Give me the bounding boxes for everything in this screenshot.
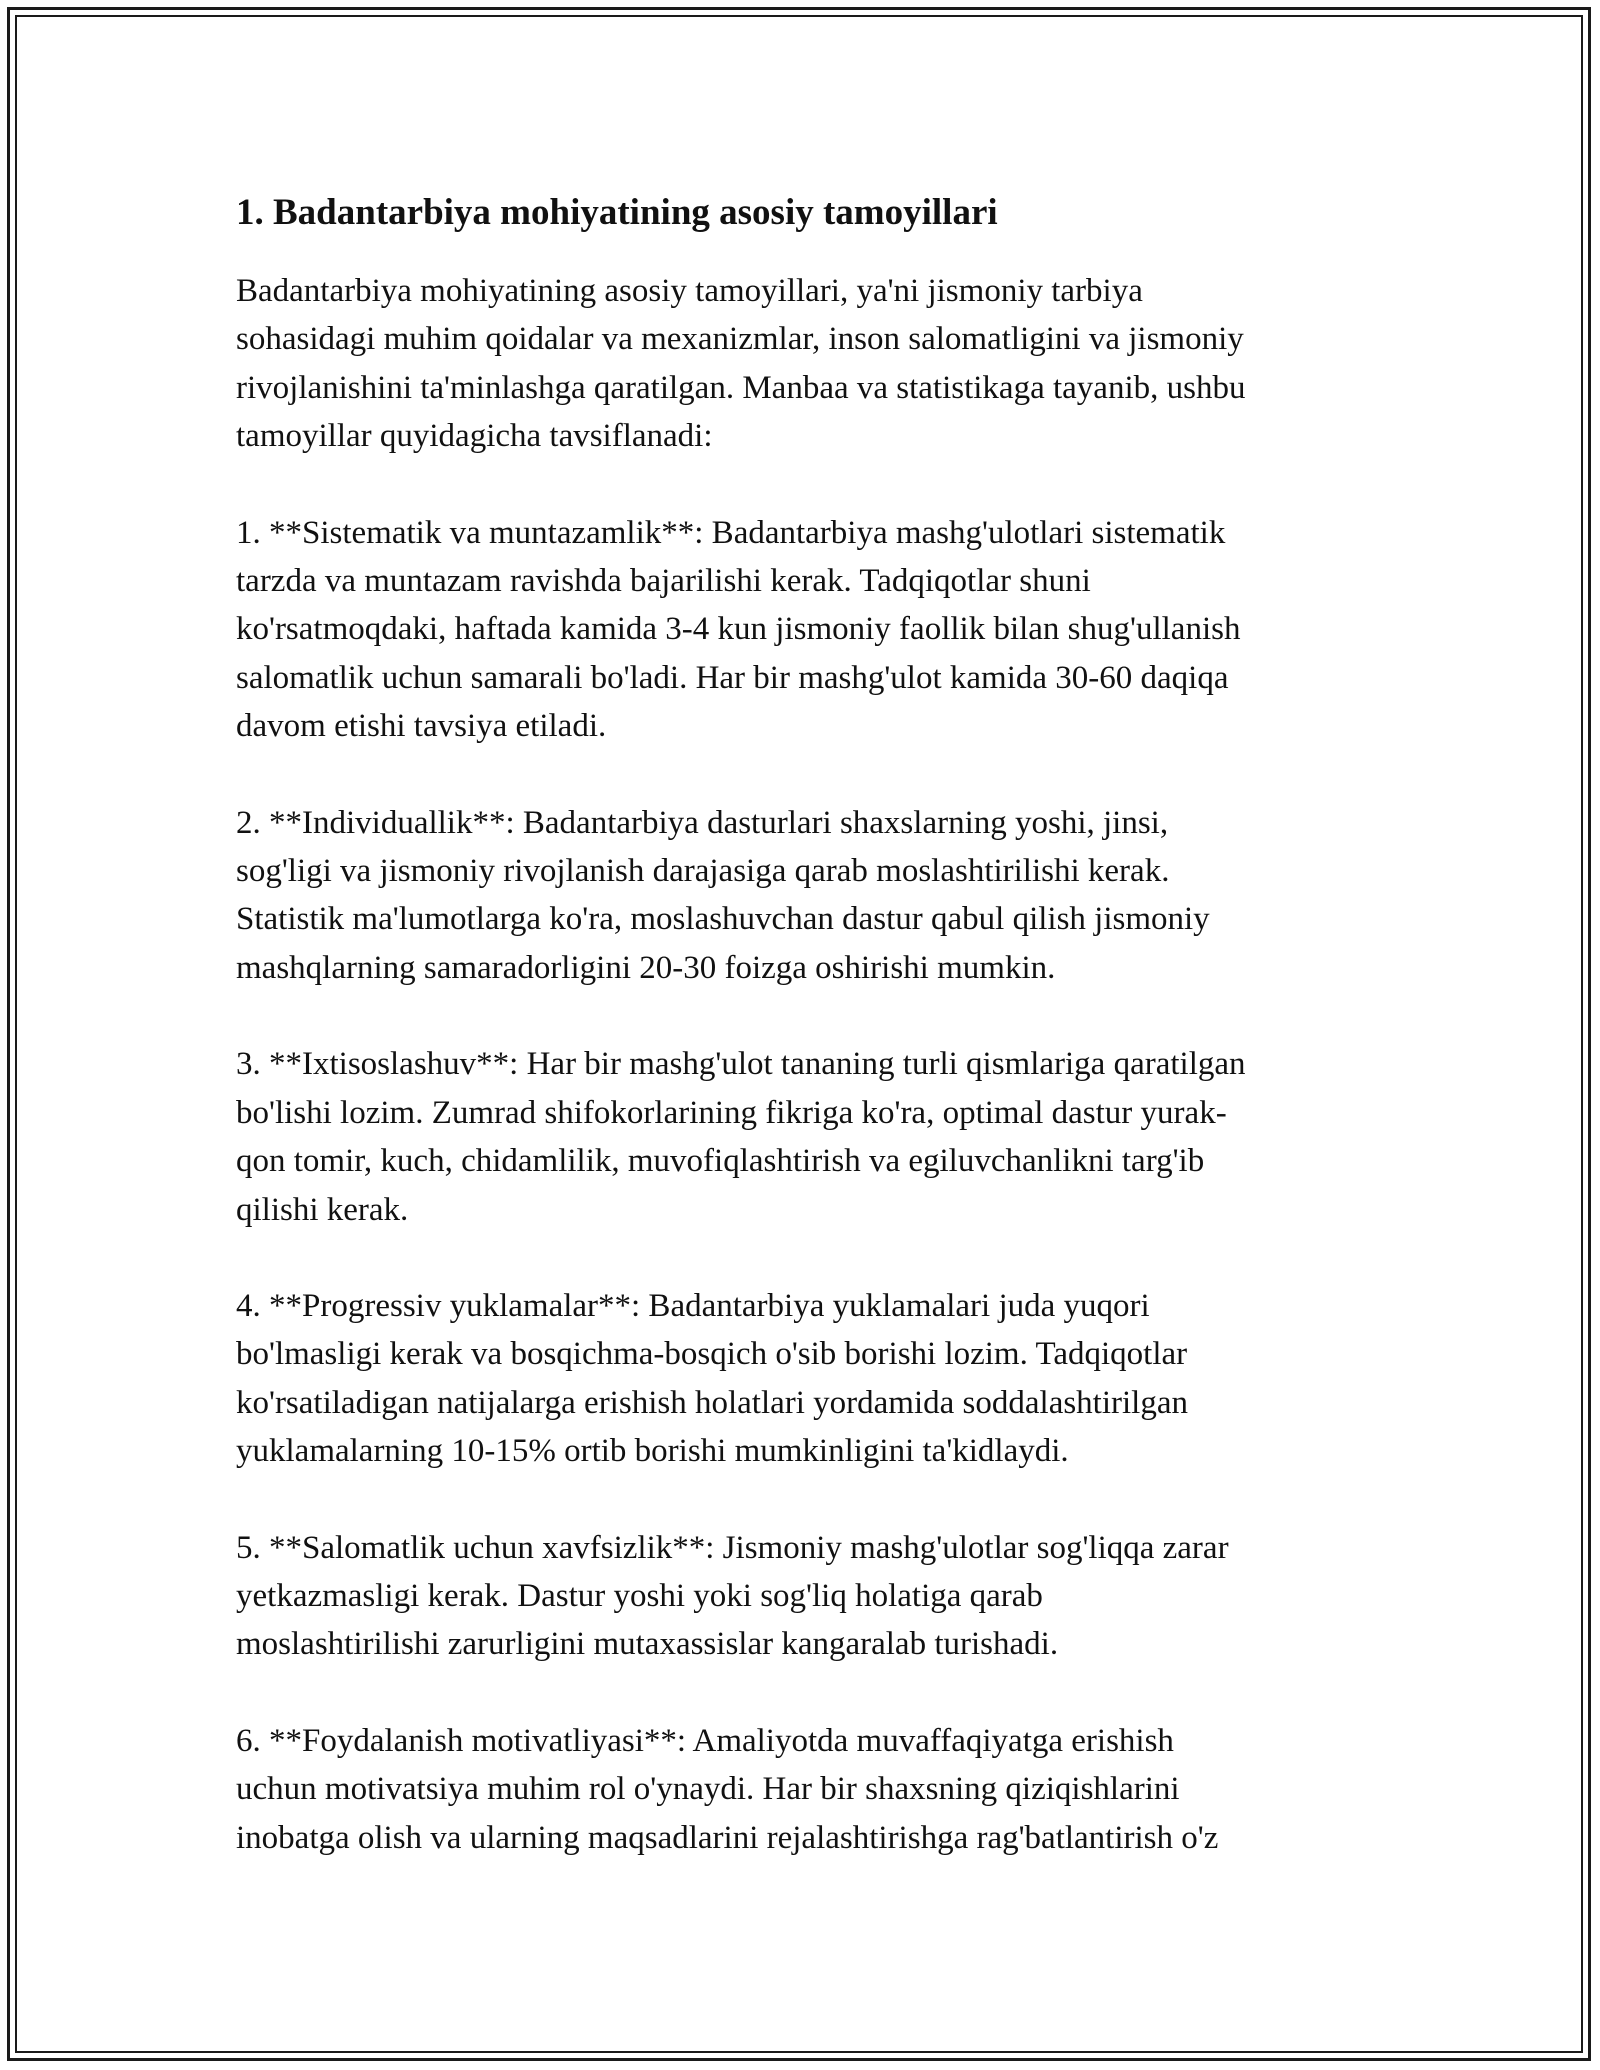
- text-line: yuklamalarning 10-15% ortib borishi mumkinligini ta'kidlaydi.: [236, 1433, 1069, 1470]
- text-line: 5. **Salomatlik uchun xavfsizlik**: Jismoniy mashg'ulotlar sog'liqqa zarar: [236, 1529, 1229, 1566]
- text-line: bo'lmasligi kerak va bosqichma-bosqich o'sib borishi lozim. Tadqiqotlar: [236, 1336, 1188, 1373]
- text-line: ko'rsatmoqdaki, haftada kamida 3-4 kun jismoniy faollik bilan shug'ullanish: [236, 611, 1241, 648]
- text-line: uchun motivatsiya muhim rol o'ynaydi. Har bir shaxsning qiziqishlarini: [236, 1771, 1180, 1808]
- text-line: 2. **Individuallik**: Badantarbiya dasturlari shaxslarning yoshi, jinsi,: [236, 804, 1169, 841]
- principle-3-paragraph: [236, 1040, 1366, 1234]
- section-title: 1. Badantarbiya mohiyatining asosiy tamoyillari: [236, 192, 998, 233]
- text-line: inobatga olish va ularning maqsadlarini rejalashtirishga rag'batlantirish o'z: [236, 1819, 1219, 1856]
- text-line: Statistik ma'lumotlarga ko'ra, moslashuvchan dastur qabul qilish jismoniy: [236, 901, 1210, 938]
- principle-2-paragraph: [236, 799, 1366, 993]
- text-line: sog'ligi va jismoniy rivojlanish darajasiga qarab moslashtirilishi kerak.: [236, 853, 1170, 890]
- principle-5-paragraph: [236, 1524, 1366, 1669]
- principle-6-paragraph: [236, 1717, 1366, 1862]
- text-line: mashqlarning samaradorligini 20-30 foizga oshirishi mumkin.: [236, 949, 1056, 986]
- text-line: 1. **Sistematik va muntazamlik**: Badantarbiya mashg'ulotlari sistematik: [236, 514, 1226, 551]
- principle-4-paragraph: [236, 1282, 1366, 1476]
- document-body: [236, 185, 1366, 1910]
- text-line: sohasidagi muhim qoidalar va mexanizmlar, inson salomatligini va jismoniy: [236, 321, 1244, 358]
- text-line: 3. **Ixtisoslashuv**: Har bir mashg'ulot tananing turli qismlariga qaratilgan: [236, 1046, 1246, 1083]
- principle-1-paragraph: [236, 509, 1366, 751]
- text-line: tamoyillar quyidagicha tavsiflanadi:: [236, 418, 713, 455]
- text-line: bo'lishi lozim. Zumrad shifokorlarining fikriga ko'ra, optimal dastur yurak-: [236, 1094, 1227, 1131]
- text-line: yetkazmasligi kerak. Dastur yoshi yoki sog'liq holatiga qarab: [236, 1577, 1043, 1614]
- text-line: 6. **Foydalanish motivatliyasi**: Amaliyotda muvaffaqiyatga erishish: [236, 1722, 1174, 1759]
- text-line: moslashtirilishi zarurligini mutaxassislar kangaralab turishadi.: [236, 1626, 1059, 1663]
- intro-paragraph: [236, 267, 1366, 461]
- text-line: 4. **Progressiv yuklamalar**: Badantarbiya yuklamalari juda yuqori: [236, 1287, 1150, 1324]
- text-line: qon tomir, kuch, chidamlilik, muvofiqlashtirish va egiluvchanlikni targ'ib: [236, 1143, 1205, 1180]
- text-line: davom etishi tavsiya etiladi.: [236, 708, 607, 745]
- text-line: qilishi kerak.: [236, 1191, 409, 1228]
- text-line: ko'rsatiladigan natijalarga erishish holatlari yordamida soddalashtirilgan: [236, 1384, 1188, 1421]
- text-line: salomatlik uchun samarali bo'ladi. Har bir mashg'ulot kamida 30-60 daqiqa: [236, 659, 1229, 696]
- text-line: tarzda va muntazam ravishda bajarilishi kerak. Tadqiqotlar shuni: [236, 563, 1091, 600]
- text-line: rivojlanishini ta'minlashga qaratilgan. Manbaa va statistikaga tayanib, ushbu: [236, 369, 1246, 406]
- text-line: Badantarbiya mohiyatining asosiy tamoyillari, ya'ni jismoniy tarbiya: [236, 273, 1143, 309]
